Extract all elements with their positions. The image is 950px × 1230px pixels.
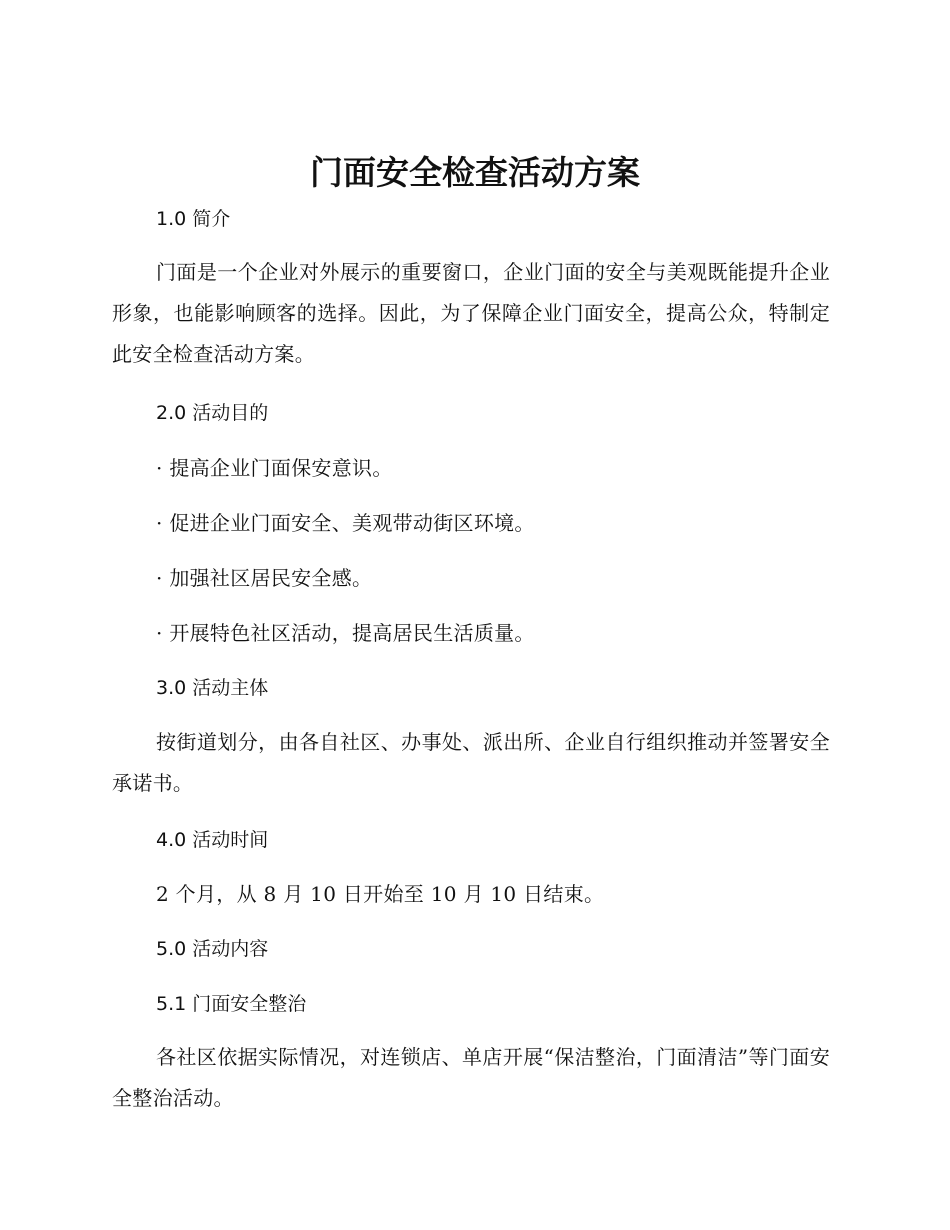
intro-paragraph: 门面是一个企业对外展示的重要窗口，企业门面的安全与美观既能提升企业形象，也能影响顾客的选择。因此，为了保障企业门面安全，提高公众，特制定此安全检查活动方案。: [112, 260, 830, 366]
purpose-list-item: · 开展特色社区活动，提高居民生活质量。: [156, 621, 535, 645]
purpose-list-item: · 促进企业门面安全、美观带动街区环境。: [156, 511, 535, 535]
section-heading-content: 5.0 活动内容: [156, 938, 269, 960]
time-paragraph: 2 个月，从 8 月 10 日开始至 10 月 10 日结束。: [156, 882, 605, 906]
subsection-heading-facade-safety: 5.1 门面安全整治: [156, 993, 307, 1015]
section-heading-intro: 1.0 简介: [156, 208, 231, 230]
subject-paragraph: 按街道划分，由各自社区、办事处、派出所、企业自行组织推动并签署安全承诺书。: [112, 730, 830, 795]
section-heading-purpose: 2.0 活动目的: [156, 402, 269, 424]
purpose-list-item: · 提高企业门面保安意识。: [156, 456, 393, 480]
purpose-list-item: · 加强社区居民安全感。: [156, 566, 373, 590]
section-heading-subject: 3.0 活动主体: [156, 677, 269, 699]
document-title: 门面安全检查活动方案: [310, 153, 640, 192]
section-heading-time: 4.0 活动时间: [156, 829, 269, 851]
facade-safety-paragraph: 各社区依据实际情况，对连锁店、单店开展“保洁整治，门面清洁”等门面安全整治活动。: [112, 1045, 830, 1110]
